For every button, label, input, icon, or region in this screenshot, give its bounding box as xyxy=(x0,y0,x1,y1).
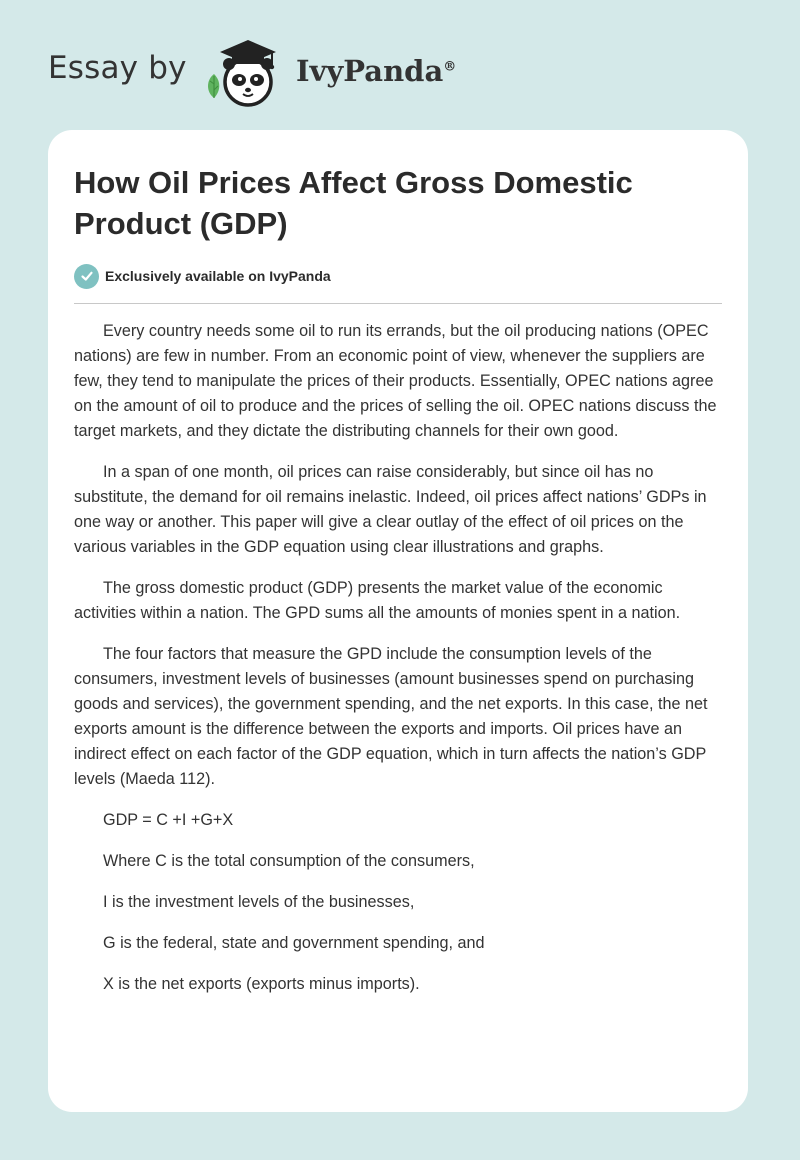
badge-label: Exclusively available on IvyPanda xyxy=(105,268,331,284)
paragraph: The gross domestic product (GDP) presents the market value of the economic activities within a nation. The GPD sums all the amounts of monies spent in a nation. xyxy=(74,579,681,622)
essay-title: How Oil Prices Affect Gross Domestic Product (GDP) xyxy=(74,165,633,241)
registered-mark: ® xyxy=(443,59,457,75)
paragraph: Every country needs some oil to run its errands, but the oil producing nations (OPEC nations) are few in number. From an economic point of view, whenever the suppliers are few, they tend to manipulate the prices of their products. Essentially, OPEC nations agree on the amount of oil to produce and the prices of selling the oil. OPEC nations discuss the target markets, and they dictate the distributing channels for their own good. xyxy=(74,322,717,440)
divider xyxy=(74,303,722,304)
paragraph: Where C is the total consumption of the consumers, xyxy=(103,852,475,870)
panda-logo-icon[interactable] xyxy=(202,36,290,108)
paragraph: I is the investment levels of the businesses, xyxy=(103,893,415,911)
paragraph: X is the net exports (exports minus imports). xyxy=(103,975,420,993)
brand-name xyxy=(296,54,456,88)
equation: GDP = C +I +G+X xyxy=(103,811,234,829)
paragraph: The four factors that measure the GPD include the consumption levels of the consumers, investment levels of businesses (amount businesses spend on purchasing goods and services), the government spending, and the net exports. In this case, the net exports amount is the difference between the exports and imports. Oil prices have an indirect effect on each factor of the GDP equation, which in turn affects the nation’s GDP levels (Maeda 112). xyxy=(74,645,708,788)
brand-prefix: Essay by xyxy=(48,50,187,86)
exclusive-badge xyxy=(74,263,331,289)
essay-card xyxy=(48,130,748,1112)
paragraph: In a span of one month, oil prices can raise considerably, but since oil has no substitute, the demand for oil remains inelastic. Indeed, oil prices affect nations’ GDPs in one way or another. This paper will give a clear outlay of the effect of oil prices on the various variables in the GDP equation using clear illustrations and graphs. xyxy=(74,463,707,556)
brand-name-text: IvyPanda xyxy=(296,54,444,88)
brand-header xyxy=(48,36,468,108)
checkmark-icon xyxy=(74,264,99,289)
essay-body xyxy=(74,319,724,1013)
paragraph: G is the federal, state and government spending, and xyxy=(103,934,485,952)
